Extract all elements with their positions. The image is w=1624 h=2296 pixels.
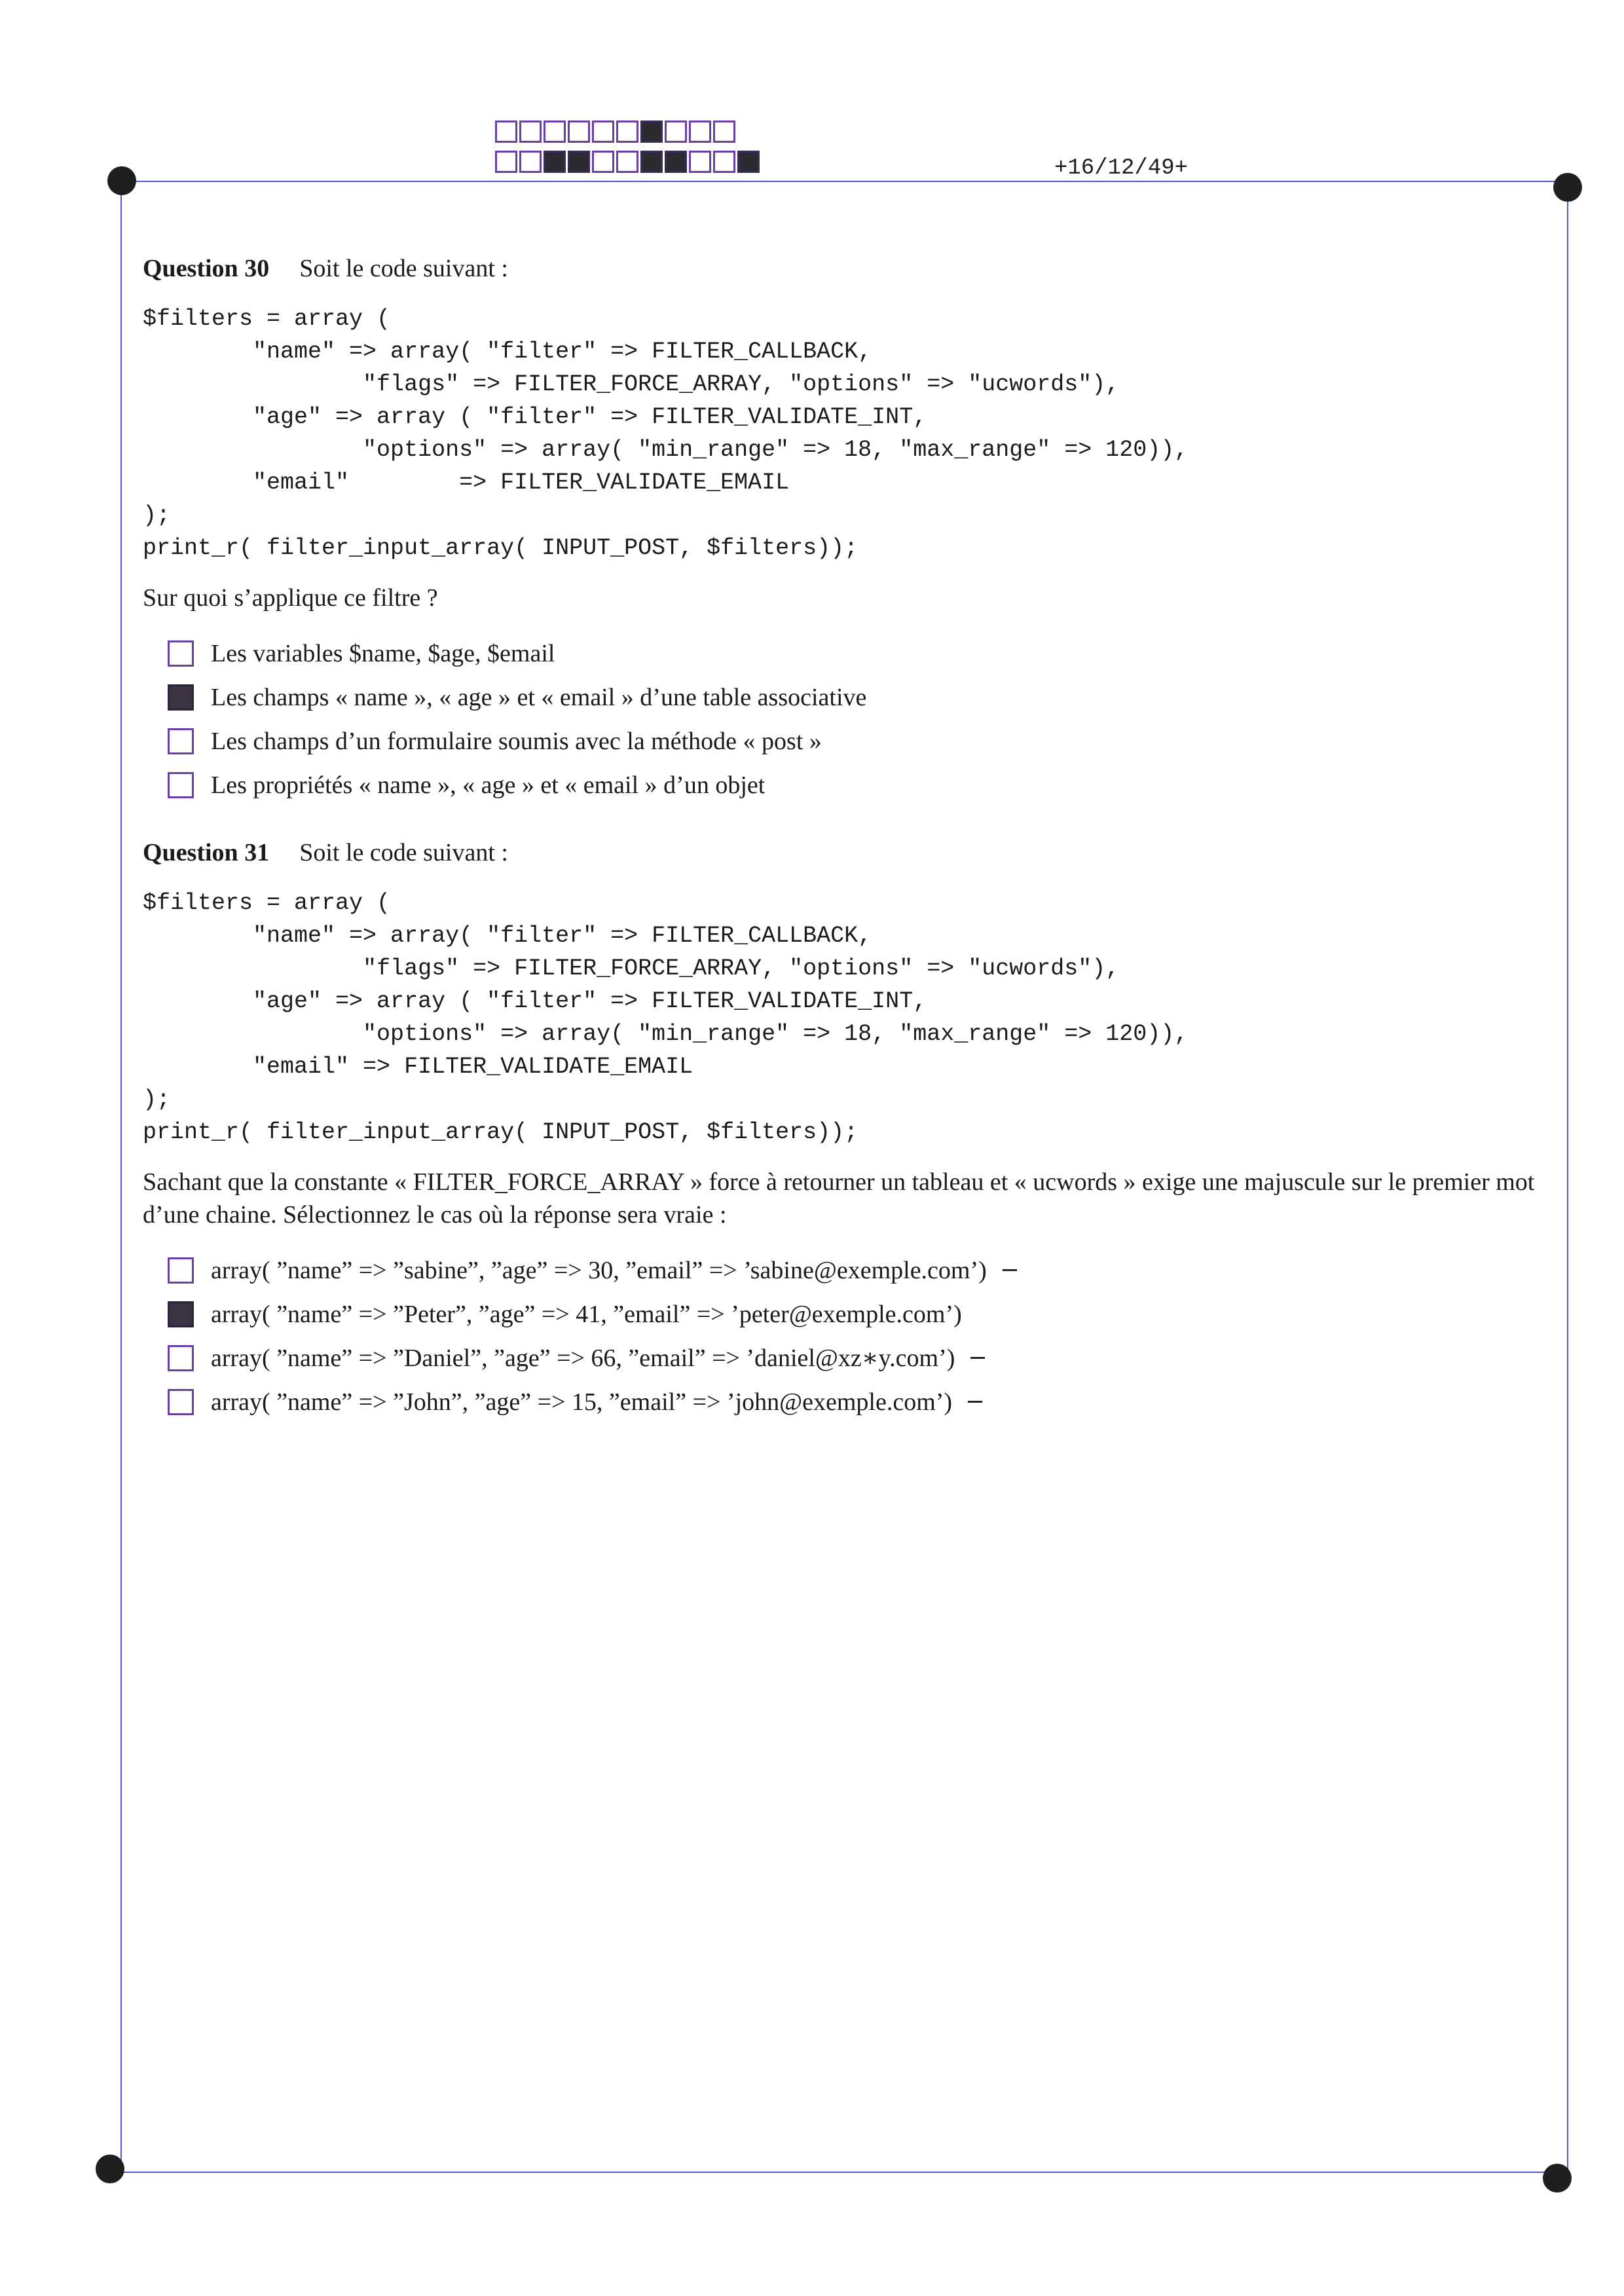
id-cell-filled[interactable] [568, 151, 590, 173]
id-cell[interactable] [713, 120, 735, 143]
id-cell-filled[interactable] [544, 151, 566, 173]
corner-mark-top-right [1553, 173, 1582, 202]
answer-choice[interactable] [143, 719, 1544, 763]
frame-top [122, 181, 1569, 182]
corner-mark-bottom-right [1543, 2164, 1572, 2193]
answer-choice[interactable] [143, 1380, 1544, 1424]
question-intro: Soit le code suivant : [299, 255, 508, 282]
answer-choice[interactable] [143, 1336, 1544, 1380]
answer-choice[interactable] [143, 675, 1544, 719]
pencil-mark [968, 1401, 982, 1403]
choice-label: array( ”name” => ”Peter”, ”age” => 41, ”email” => ’peter@exemple.com’) [211, 1300, 962, 1328]
question-prompt: Sur quoi s’applique ce filtre ? [143, 584, 438, 612]
choice-label: array( ”name” => ”sabine”, ”age” => 30, ”email” => ’sabine@exemple.com’) [211, 1256, 987, 1284]
id-cell[interactable] [495, 120, 517, 143]
checkbox[interactable] [168, 1257, 194, 1284]
id-cell[interactable] [568, 120, 590, 143]
choice-label: Les champs d’un formulaire soumis avec la méthode « post » [211, 727, 822, 755]
id-cell[interactable] [592, 151, 614, 173]
id-cell[interactable] [616, 120, 638, 143]
choice-label: Les champs « name », « age » et « email » d’une table associative [211, 683, 867, 711]
checkbox[interactable] [168, 728, 194, 754]
pencil-mark [970, 1357, 985, 1359]
id-cell-filled[interactable] [640, 151, 663, 173]
id-cell[interactable] [544, 120, 566, 143]
question-prompt: Sachant que la constante « FILTER_FORCE_ARRAY » force à retourner un tableau et « ucwords » exige une majuscule sur le premier mot d’une chaine. Sélectionnez le cas où la réponse sera vraie : [143, 1168, 1535, 1229]
choice-label: array( ”name” => ”John”, ”age” => 15, ”email” => ’john@exemple.com’) [211, 1388, 953, 1416]
answer-choice[interactable] [143, 631, 1544, 675]
frame-left [120, 182, 122, 2173]
answer-choices [143, 1248, 1544, 1424]
choice-label: Les variables $name, $age, $email [211, 639, 555, 667]
answer-choices [143, 631, 1544, 807]
choice-label: Les propriétés « name », « age » et « email » d’un objet [211, 771, 766, 799]
id-cell[interactable] [689, 120, 711, 143]
id-cell[interactable] [519, 120, 542, 143]
id-cell[interactable] [519, 151, 542, 173]
choice-label: array( ”name” => ”Daniel”, ”age” => 66, ”email” => ’daniel@xz∗y.com’) [211, 1344, 955, 1372]
question-number: Question 30 [143, 255, 270, 282]
checkbox[interactable] [168, 640, 194, 667]
checkbox[interactable] [168, 772, 194, 798]
page-code: +16/12/49+ [1054, 156, 1189, 181]
question-intro: Soit le code suivant : [299, 839, 508, 866]
id-cell[interactable] [665, 120, 687, 143]
answer-choice[interactable] [143, 1292, 1544, 1336]
code-block: $filters = array ( "name" => array( "filter" => FILTER_CALLBACK, "flags" => FILTER_FORCE_ARRAY, "options" => "ucwords"), "age" => array ( "filter" => FILTER_VALIDATE_INT, "options" => array( "min_range" => 18, "max_range" => 120)), "email" => FILTER_VALIDATE_EMAIL ); print_r( filter_input_array( INPUT_POST, $filters)); [143, 890, 1189, 1145]
code-block: $filters = array ( "name" => array( "filter" => FILTER_CALLBACK, "flags" => FILTER_FORCE_ARRAY, "options" => "ucwords"), "age" => array ( "filter" => FILTER_VALIDATE_INT, "options" => array( "min_range" => 18, "max_range" => 120)), "email" => FILTER_VALIDATE_EMAIL ); print_r( filter_input_array( INPUT_POST, $filters)); [143, 306, 1189, 561]
student-id-row-2 [495, 151, 760, 173]
id-cell[interactable] [689, 151, 711, 173]
student-id-row-1 [495, 120, 735, 143]
question-30 [143, 254, 1544, 807]
corner-mark-top-left [107, 166, 136, 195]
checkbox-checked[interactable] [168, 1301, 194, 1327]
answer-choice[interactable] [143, 1248, 1544, 1292]
id-cell[interactable] [713, 151, 735, 173]
question-number: Question 31 [143, 839, 270, 866]
id-cell[interactable] [495, 151, 517, 173]
answer-choice[interactable] [143, 763, 1544, 807]
id-cell-filled[interactable] [640, 120, 663, 143]
id-cell[interactable] [616, 151, 638, 173]
id-cell-filled[interactable] [737, 151, 760, 173]
frame-right [1567, 183, 1568, 2172]
checkbox[interactable] [168, 1345, 194, 1371]
checkbox[interactable] [168, 1389, 194, 1415]
checkbox-checked[interactable] [168, 684, 194, 711]
id-cell-filled[interactable] [665, 151, 687, 173]
question-31 [143, 838, 1544, 1424]
frame-bottom [109, 2172, 1569, 2173]
pencil-mark [1003, 1269, 1017, 1271]
corner-mark-bottom-left [96, 2155, 124, 2183]
id-cell[interactable] [592, 120, 614, 143]
